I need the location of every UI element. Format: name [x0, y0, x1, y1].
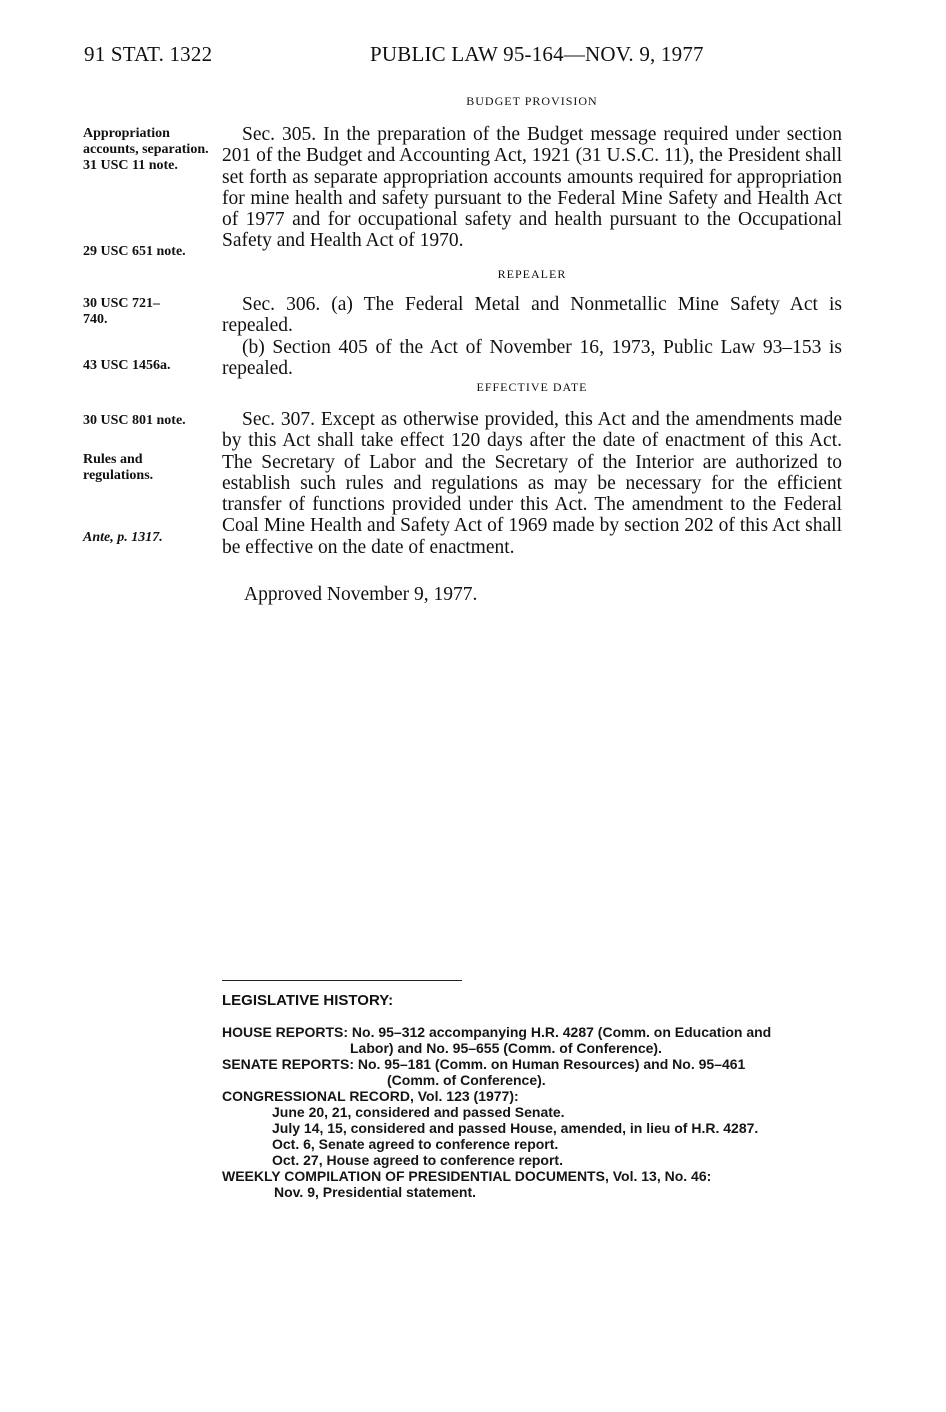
senate-reports-line-2: (Comm. of Conference). — [387, 1072, 546, 1088]
margin-note-rules: Rules and regulations. — [83, 452, 154, 483]
effective-date-heading: EFFECTIVE DATE — [476, 380, 588, 394]
section-307-paragraph: Sec. 307. Except as otherwise provided, this Act and the amendments made by this Act shall take effect 120 days after the date of enactment of this Act. The Secretary of Labor and the Secretary of the Interior are authorized to establish such rules and regulations as may be necessary for the efficient transfer of functions provided under this Act. The amendment to the Federal Coal Mine Health and Safety Act of 1969 made by section 202 of this Act shall be effective on the date of enactment. — [222, 409, 842, 558]
legislative-history-body — [222, 1024, 842, 1200]
record-entry-1: June 20, 21, considered and passed Senate. — [272, 1104, 565, 1120]
senate-reports-line: SENATE REPORTS: No. 95–181 (Comm. on Human Resources) and No. 95–461 — [222, 1056, 746, 1072]
record-entry-4: Oct. 27, House agreed to conference report. — [272, 1152, 563, 1168]
congressional-record-line: CONGRESSIONAL RECORD, Vol. 123 (1977): — [222, 1088, 519, 1104]
margin-note-29usc: 29 USC 651 note. — [83, 244, 186, 259]
record-entry-3: Oct. 6, Senate agreed to conference report. — [272, 1136, 559, 1152]
record-entry-2: July 14, 15, considered and passed House, amended, in lieu of H.R. 4287. — [272, 1120, 759, 1136]
margin-note-ante: Ante, p. 1317. — [83, 530, 163, 545]
section-305-paragraph: Sec. 305. In the preparation of the Budget message required under section 201 of the Budget and Accounting Act, 1921 (31 U.S.C. 11), the President shall set forth as separate appropriation accounts amounts required for appropriation for mine health and safety pursuant to the Federal Mine Safety and Health Act of 1977 and for occupational safety and health pursuant to the Occupational Safety and Health Act of 1970. — [222, 124, 842, 252]
repealer-heading: REPEALER — [497, 267, 567, 281]
margin-note-30usc-721: 30 USC 721–740. — [83, 296, 161, 327]
page-number-header: 91 STAT. 1322 — [84, 42, 213, 66]
divider-rule — [222, 980, 462, 981]
house-reports-line-2: Labor) and No. 95–655 (Comm. of Conference). — [350, 1040, 662, 1056]
section-306-text — [222, 294, 842, 379]
margin-note-appropriation: Appropriation accounts, separation. 31 USC 11 note. — [83, 126, 209, 173]
budget-provision-heading: BUDGET PROVISION — [466, 94, 598, 108]
house-reports-line: HOUSE REPORTS: No. 95–312 accompanying H.R. 4287 (Comm. on Education and — [222, 1024, 772, 1040]
weekly-entry-1: Nov. 9, Presidential statement. — [274, 1184, 477, 1200]
legislative-history-title: LEGISLATIVE HISTORY: — [222, 992, 394, 1009]
section-306-a: Sec. 306. (a) The Federal Metal and Nonmetallic Mine Safety Act is repealed. — [222, 294, 842, 337]
approved-date: Approved November 9, 1977. — [244, 584, 478, 605]
weekly-compilation-line: WEEKLY COMPILATION OF PRESIDENTIAL DOCUMENTS, Vol. 13, No. 46: — [222, 1168, 712, 1184]
section-306-b: (b) Section 405 of the Act of November 16, 1973, Public Law 93–153 is repealed. — [222, 336, 842, 379]
public-law-header: PUBLIC LAW 95-164—NOV. 9, 1977 — [370, 42, 704, 66]
margin-note-30usc-801: 30 USC 801 note. — [83, 413, 186, 428]
section-307-text — [222, 409, 842, 558]
section-305-text — [222, 124, 842, 252]
margin-note-43usc: 43 USC 1456a. — [83, 358, 171, 373]
